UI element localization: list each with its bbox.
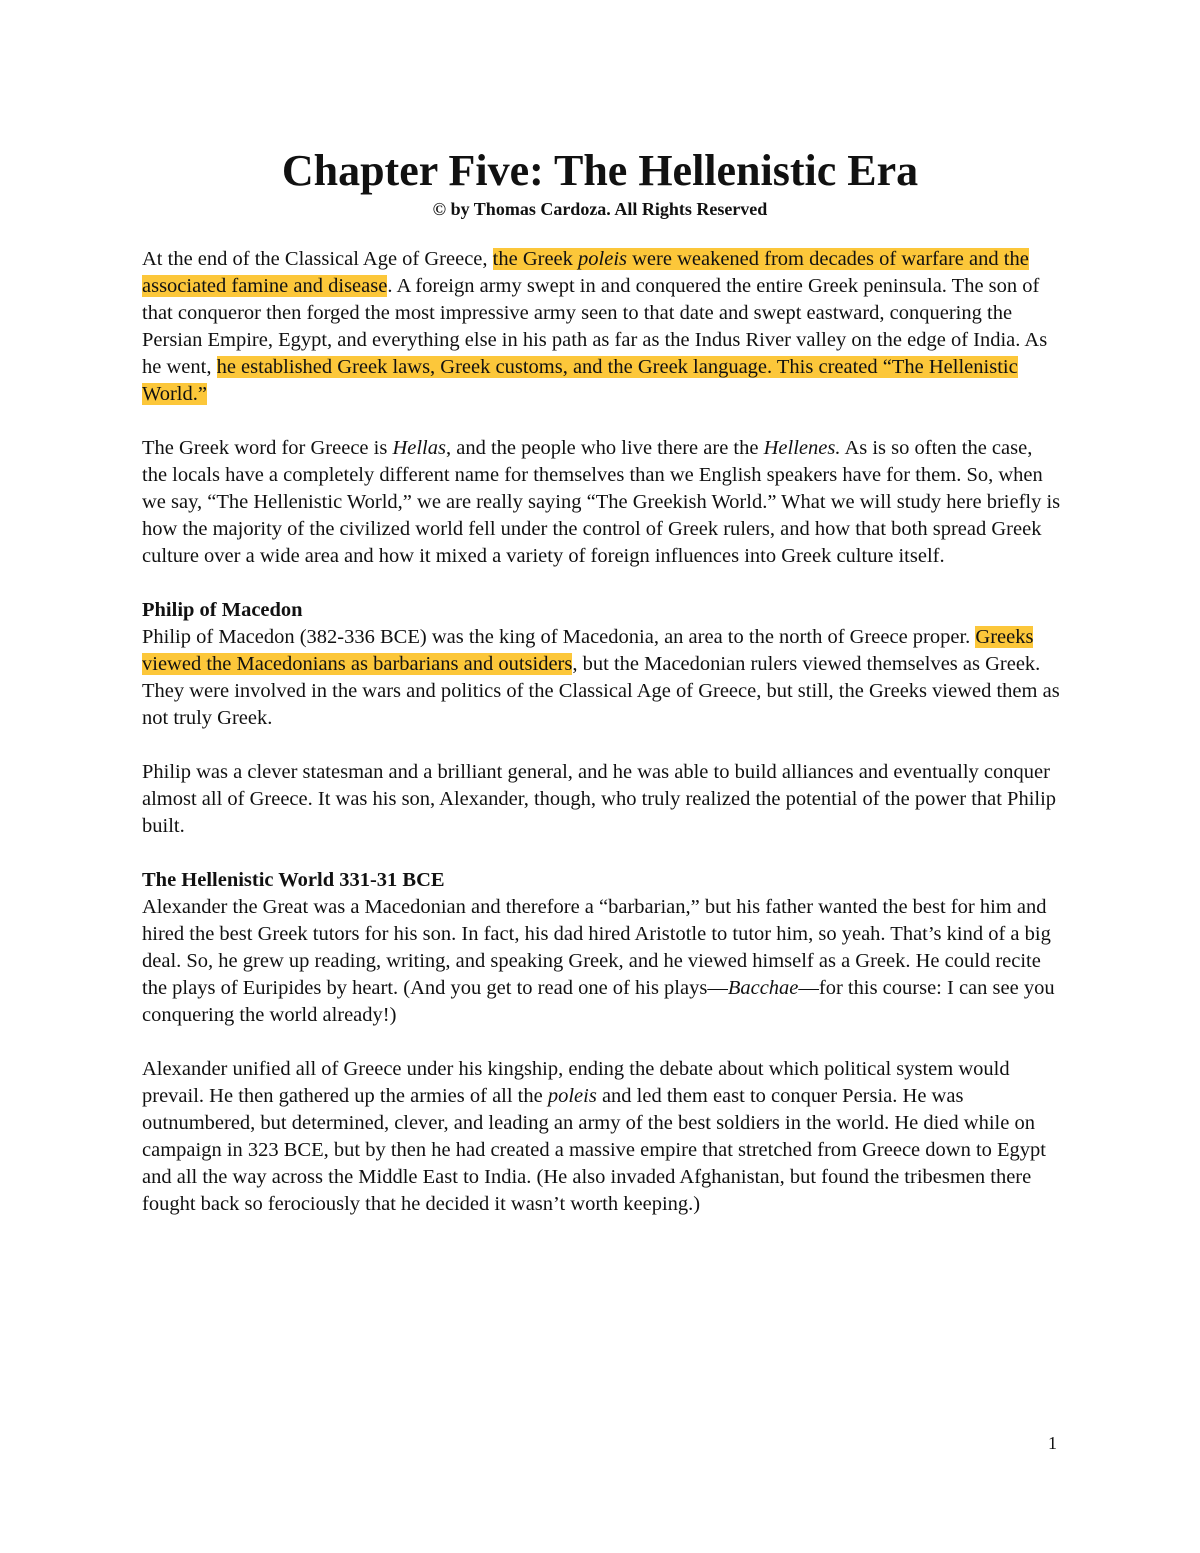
highlight: Greeks viewed the Macedonians as barbarians and outsiders <box>142 626 1034 675</box>
text-run: —for this course: I can see you conquering the world already!) <box>142 977 1055 1026</box>
copyright-byline: © by Thomas Cardoza. All Rights Reserved <box>432 199 768 219</box>
section-heading-philip: Philip of Macedon <box>142 599 303 621</box>
document-body <box>142 246 1062 1218</box>
text-run: . A foreign army swept in and conquered the entire Greek peninsula. The son of that conqueror then forged the most impressive army seen to that date and swept eastward, conquering the Persian Empire, Egypt, and everything else in his path as far as the Indus River valley on the edge of India. As he went, <box>142 275 1048 378</box>
section-heading-hellenistic-world: The Hellenistic World 331-31 BCE <box>142 869 445 891</box>
text-run: and led them east to conquer Persia. He was outnumbered, but determined, clever, and leading an army of the best soldiers in the world. He died while on campaign in 323 BCE, but by then he had created a massive empire that stretched from Greece down to Egypt and all the way across the Middle East to India. (He also invaded Afghanistan, but found the tribesmen there fought back so ferociously that he decided it wasn’t worth keeping.) <box>142 1085 1046 1215</box>
text-run: the Greek <box>492 248 579 270</box>
text-run: , and the people who live there are the <box>445 437 764 459</box>
italic-term: poleis <box>578 248 627 270</box>
italic-term: poleis <box>547 1085 597 1107</box>
text-run: As is so often the case, the locals have a completely different name for themselves than we English speakers have for them. So, when we say, “The Hellenistic World,” we are really saying “The Greekish World.” What we will study here briefly is how the majority of the civilized world fell under the control of Greek rulers, and how that both spread Greek culture over a wide area and how it mixed a variety of foreign influences into Greek culture itself. <box>142 437 1061 567</box>
intro-paragraph <box>142 246 1062 408</box>
italic-term: Bacchae <box>727 977 799 999</box>
text-run: , but the Macedonian rulers viewed themselves as Greek. They were involved in the wars and politics of the Classical Age of Greece, but still, the Greeks viewed them as not truly Greek. <box>142 653 1060 729</box>
highlight: he established Greek laws, Greek customs, and the Greek language. This created “The Hellenistic World.” <box>142 356 1018 405</box>
hellas-paragraph <box>142 435 1062 570</box>
text-run: Alexander unified all of Greece under his kingship, ending the debate about which political system would prevail. He then gathered up the armies of all the <box>142 1058 1010 1107</box>
text-run: Alexander the Great was a Macedonian and therefore a “barbarian,” but his father wanted the best for him and hired the best Greek tutors for his son. In fact, his dad hired Aristotle to tutor him, so yeah. That’s kind of a big deal. So, he grew up reading, writing, and speaking Greek, and he viewed himself as a Greek. He could recite the plays of Euripides by heart. (And you get to read one of his plays— <box>142 896 1051 999</box>
text-run: Philip of Macedon (382-336 BCE) was the king of Macedonia, an area to the north of Greece proper. <box>142 626 976 648</box>
text-run: At the end of the Classical Age of Greece, <box>142 248 493 270</box>
philip-paragraph-2: Philip was a clever statesman and a brilliant general, and he was able to build alliances and eventually conquer almost all of Greece. It was his son, Alexander, though, who truly realized the potential of the power that Philip built. <box>142 761 1057 837</box>
italic-term: Hellenes. <box>763 437 841 459</box>
alexander-paragraph-1 <box>142 894 1062 1029</box>
italic-term: Hellas <box>392 437 446 459</box>
text-run: were weakened from decades of warfare and the associated famine and disease <box>142 248 1029 297</box>
alexander-paragraph-2 <box>142 1056 1062 1218</box>
philip-paragraph-1 <box>142 624 1062 732</box>
chapter-title: Chapter Five: The Hellenistic Era <box>281 146 919 195</box>
page-number: 1 <box>1048 1433 1057 1453</box>
text-run: The Greek word for Greece is <box>142 437 393 459</box>
